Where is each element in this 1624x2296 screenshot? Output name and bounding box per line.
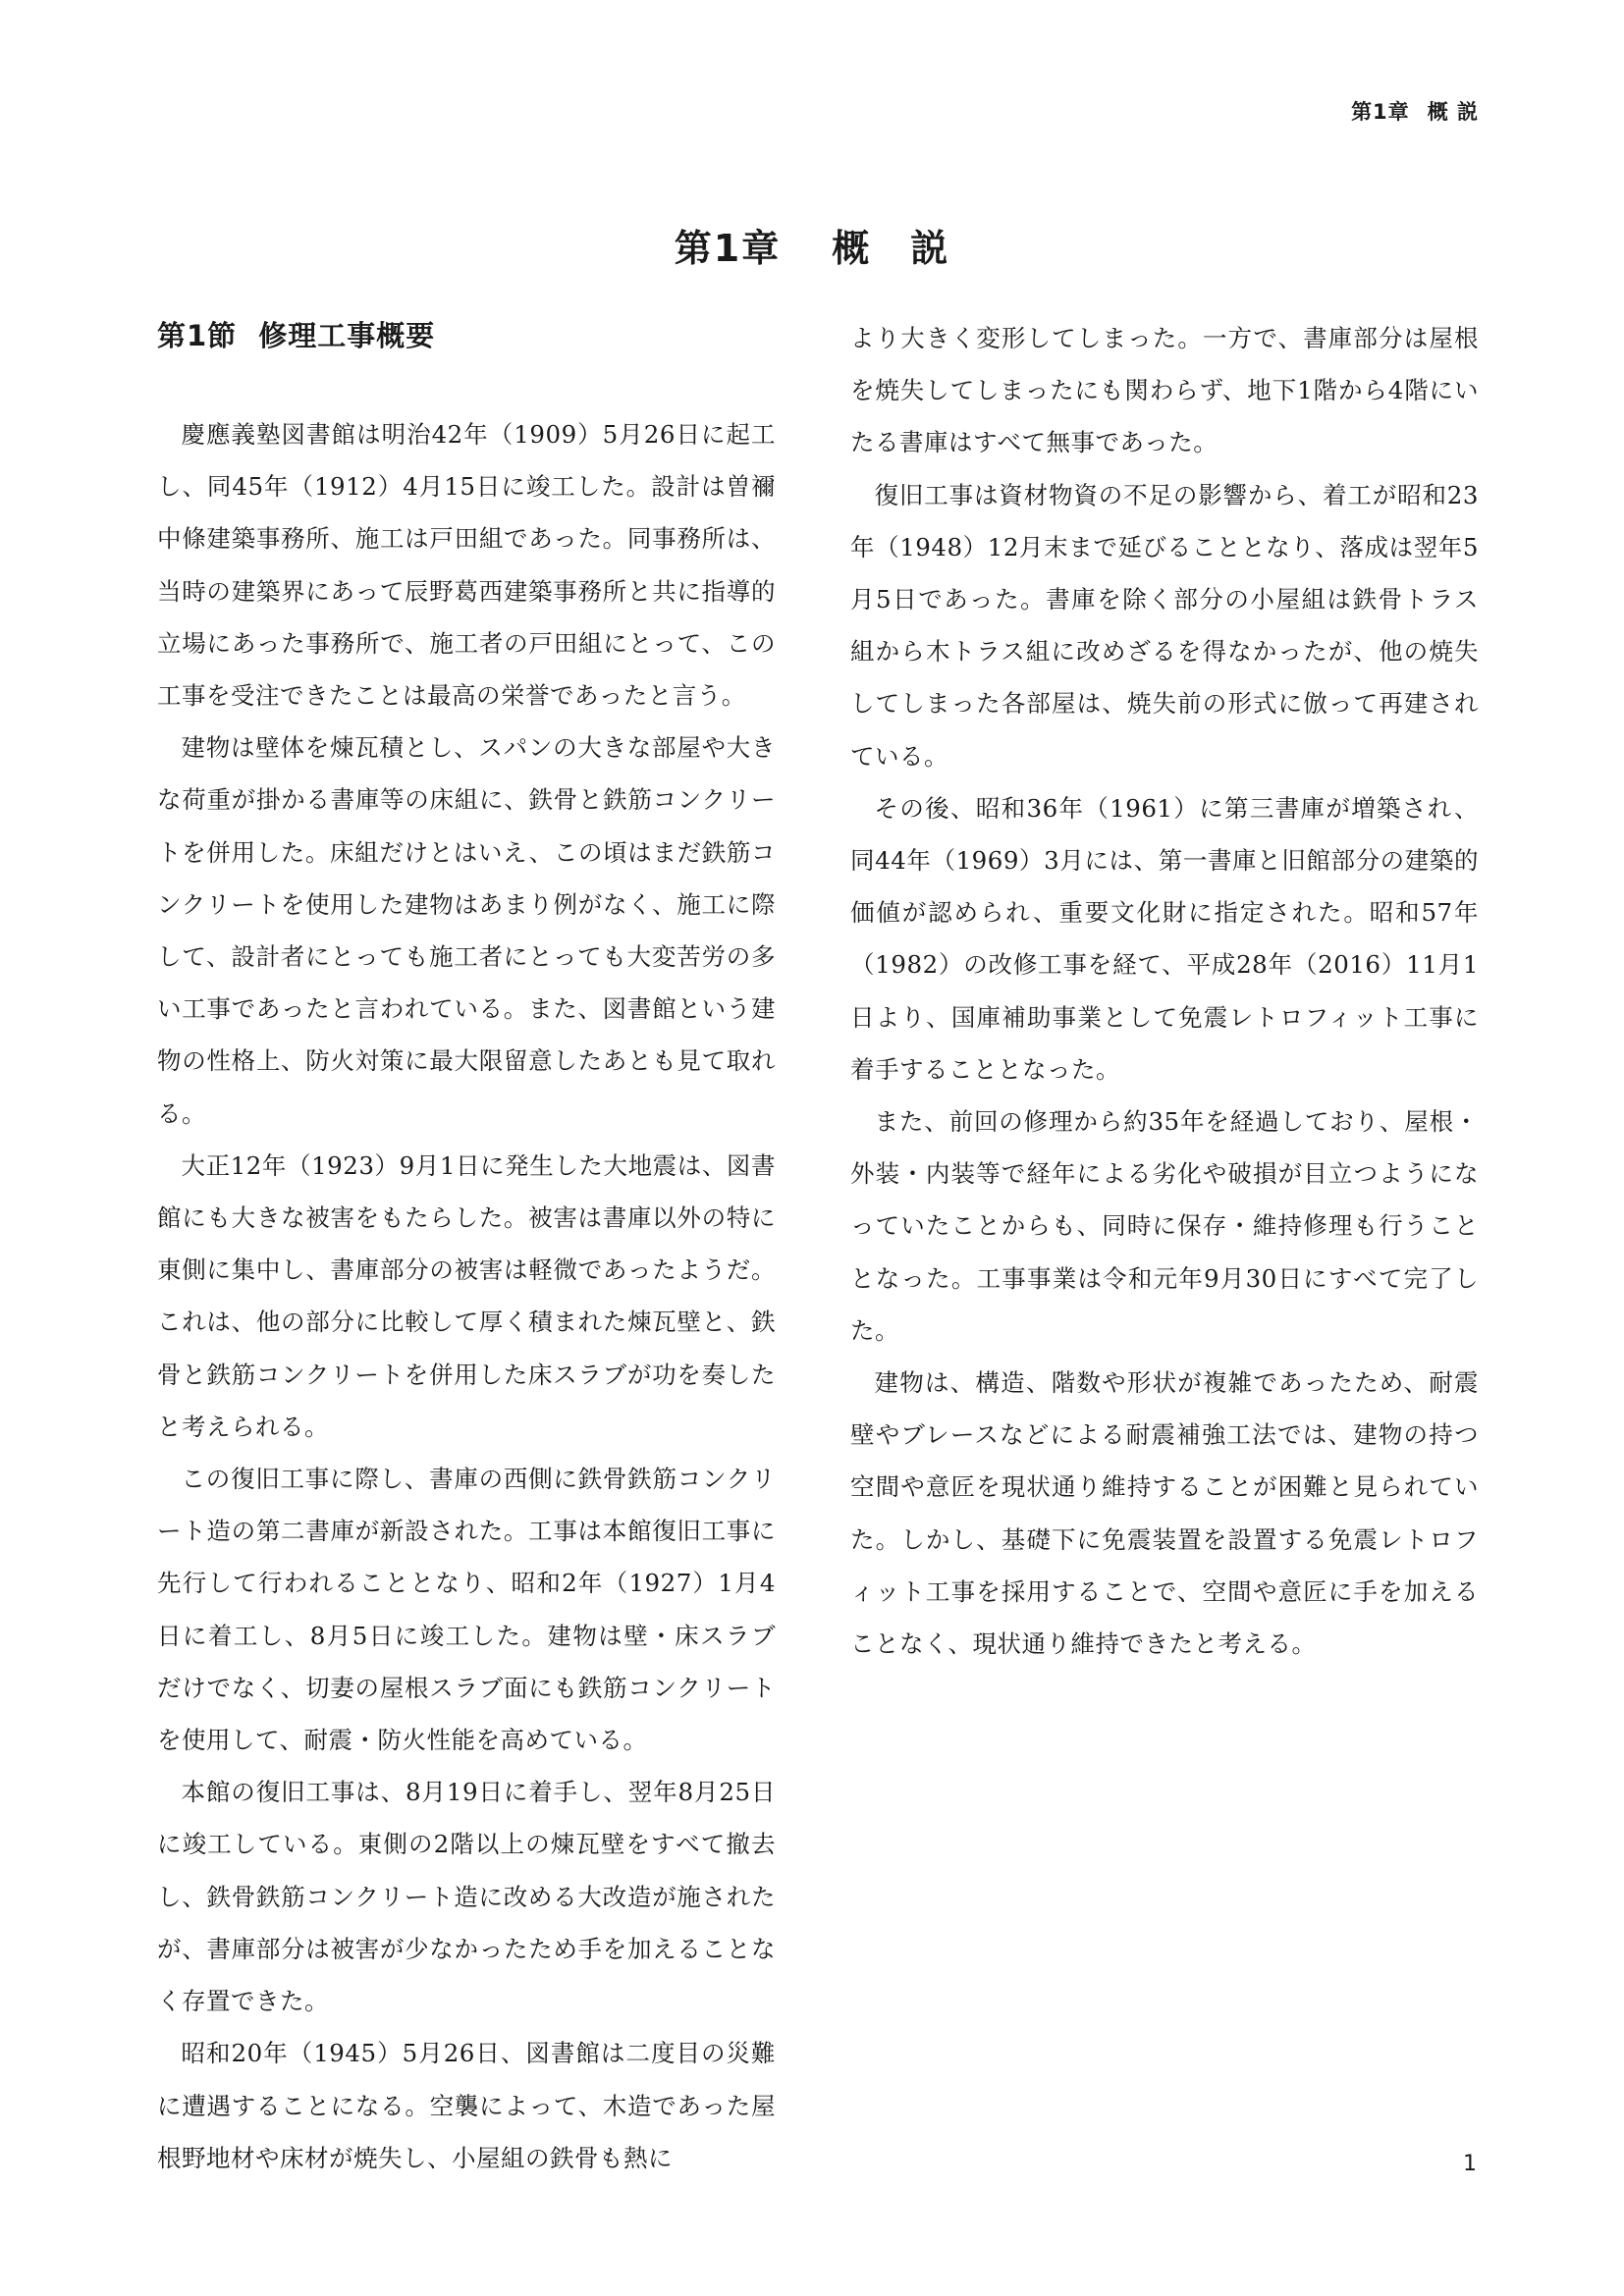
left-column <box>157 408 776 2184</box>
right-column <box>850 312 1479 1670</box>
paragraph: 建物は壁体を煉瓦積とし、スパンの大きな部屋や大きな荷重が掛かる書庫等の床組に、鉄骨と鉄筋コンクリートを併用した。床組だけとはいえ、この頃はまだ鉄筋コンクリートを使用した建物はあまり例がなく、施工に際して、設計者にとっても施工者にとっても大変苦労の多い工事であったと言われている。また、図書館という建物の性格上、防火対策に最大限留意したあとも見て取れる。 <box>157 733 776 1128</box>
paragraph: 建物は、構造、階数や形状が複雑であったため、耐震壁やブレースなどによる耐震補強工法では、建物の持つ空間や意匠を現状通り維持することが困難と見られていた。しかし、基礎下に免震装置を設置する免震レトロフィット工事を採用することで、空間や意匠に手を加えることなく、現状通り維持できたと考える。 <box>850 1368 1479 1659</box>
section-heading <box>157 314 435 354</box>
paragraph: また、前回の修理から約35年を経過しており、屋根・外装・内装等で経年による劣化や破損が目立つようになっていたことからも、同時に保存・維持修理も行うこととなった。工事事業は令和元年9月30日にすべて完了した。 <box>850 1107 1479 1345</box>
paragraph: 慶應義塾図書館は明治42年（1909）5月26日に起工し、同45年（1912）4月15日に竣工した。設計は曽禰中條建築事務所、施工は戸田組であった。同事務所は、当時の建築界にあって辰野葛西建築事務所と共に指導的立場にあった事務所で、施工者の戸田組にとって、この工事を受注できたことは最高の栄誉であったと言う。 <box>157 420 776 711</box>
paragraph-continued: より大きく変形してしまった。一方で、書庫部分は屋根を焼失してしまったにも関わらず、地下1階から4階にいたる書庫はすべて無事であった。 <box>850 324 1479 457</box>
chapter-title-word-2: 説 <box>910 227 950 270</box>
paragraph: この復旧工事に際し、書庫の西側に鉄骨鉄筋コンクリート造の第二書庫が新設された。工事は本館復旧工事に先行して行われることとなり、昭和2年（1927）1月4日に着工し、8月5日に竣工した。建物は壁・床スラブだけでなく、切妻の屋根スラブ面にも鉄筋コンクリートを使用して、耐震・防火性能を高めている。 <box>157 1465 776 1755</box>
paragraph: その後、昭和36年（1961）に第三書庫が増築され、同44年（1969）3月には、第一書庫と旧館部分の建築的価値が認められ、重要文化財に指定された。昭和57年（1982）の改修工事を経て、平成28年（2016）11月1日より、国庫補助事業として免震レトロフィット工事に着手することとなった。 <box>850 793 1479 1084</box>
chapter-number: 第1章 <box>674 227 782 270</box>
paragraph: 大正12年（1923）9月1日に発生した大地震は、図書館にも大きな被害をもたらした。被害は書庫以外の特に東側に集中し、書庫部分の被害は軽微であったようだ。これは、他の部分に比較して厚く積まれた煉瓦壁と、鉄骨と鉄筋コンクリートを併用した床スラブが功を奏したと考えられる。 <box>157 1150 776 1441</box>
running-header <box>1351 96 1479 126</box>
section-title: 修理工事概要 <box>258 319 436 352</box>
chapter-title <box>0 218 1624 272</box>
section-number: 第1節 <box>157 319 238 352</box>
running-header-chapter: 第1章 <box>1351 100 1410 124</box>
paragraph: 復旧工事は資材物資の不足の影響から、着工が昭和23年（1948）12月末まで延びることとなり、落成は翌年5月5日であった。書庫を除く部分の小屋組は鉄骨トラス組から木トラス組に改めざるを得なかったが、他の焼失してしまった各部屋は、焼失前の形式に倣って再建されている。 <box>850 480 1479 771</box>
chapter-title-word-1: 概 <box>832 227 872 270</box>
running-header-title: 概 説 <box>1427 100 1479 124</box>
paragraph: 本館の復旧工事は、8月19日に着手し、翌年8月25日に竣工している。東側の2階以上の煉瓦壁をすべて撤去し、鉄骨鉄筋コンクリート造に改める大改造が施されたが、書庫部分は被害が少なかったため手を加えることなく存置できた。 <box>157 1778 776 2016</box>
page-number: 1 <box>1463 2152 1477 2176</box>
paragraph: 昭和20年（1945）5月26日、図書館は二度目の災難に遭遇することになる。空襲によって、木造であった屋根野地材や床材が焼失し、小屋組の鉄骨も熱に <box>157 2039 776 2172</box>
